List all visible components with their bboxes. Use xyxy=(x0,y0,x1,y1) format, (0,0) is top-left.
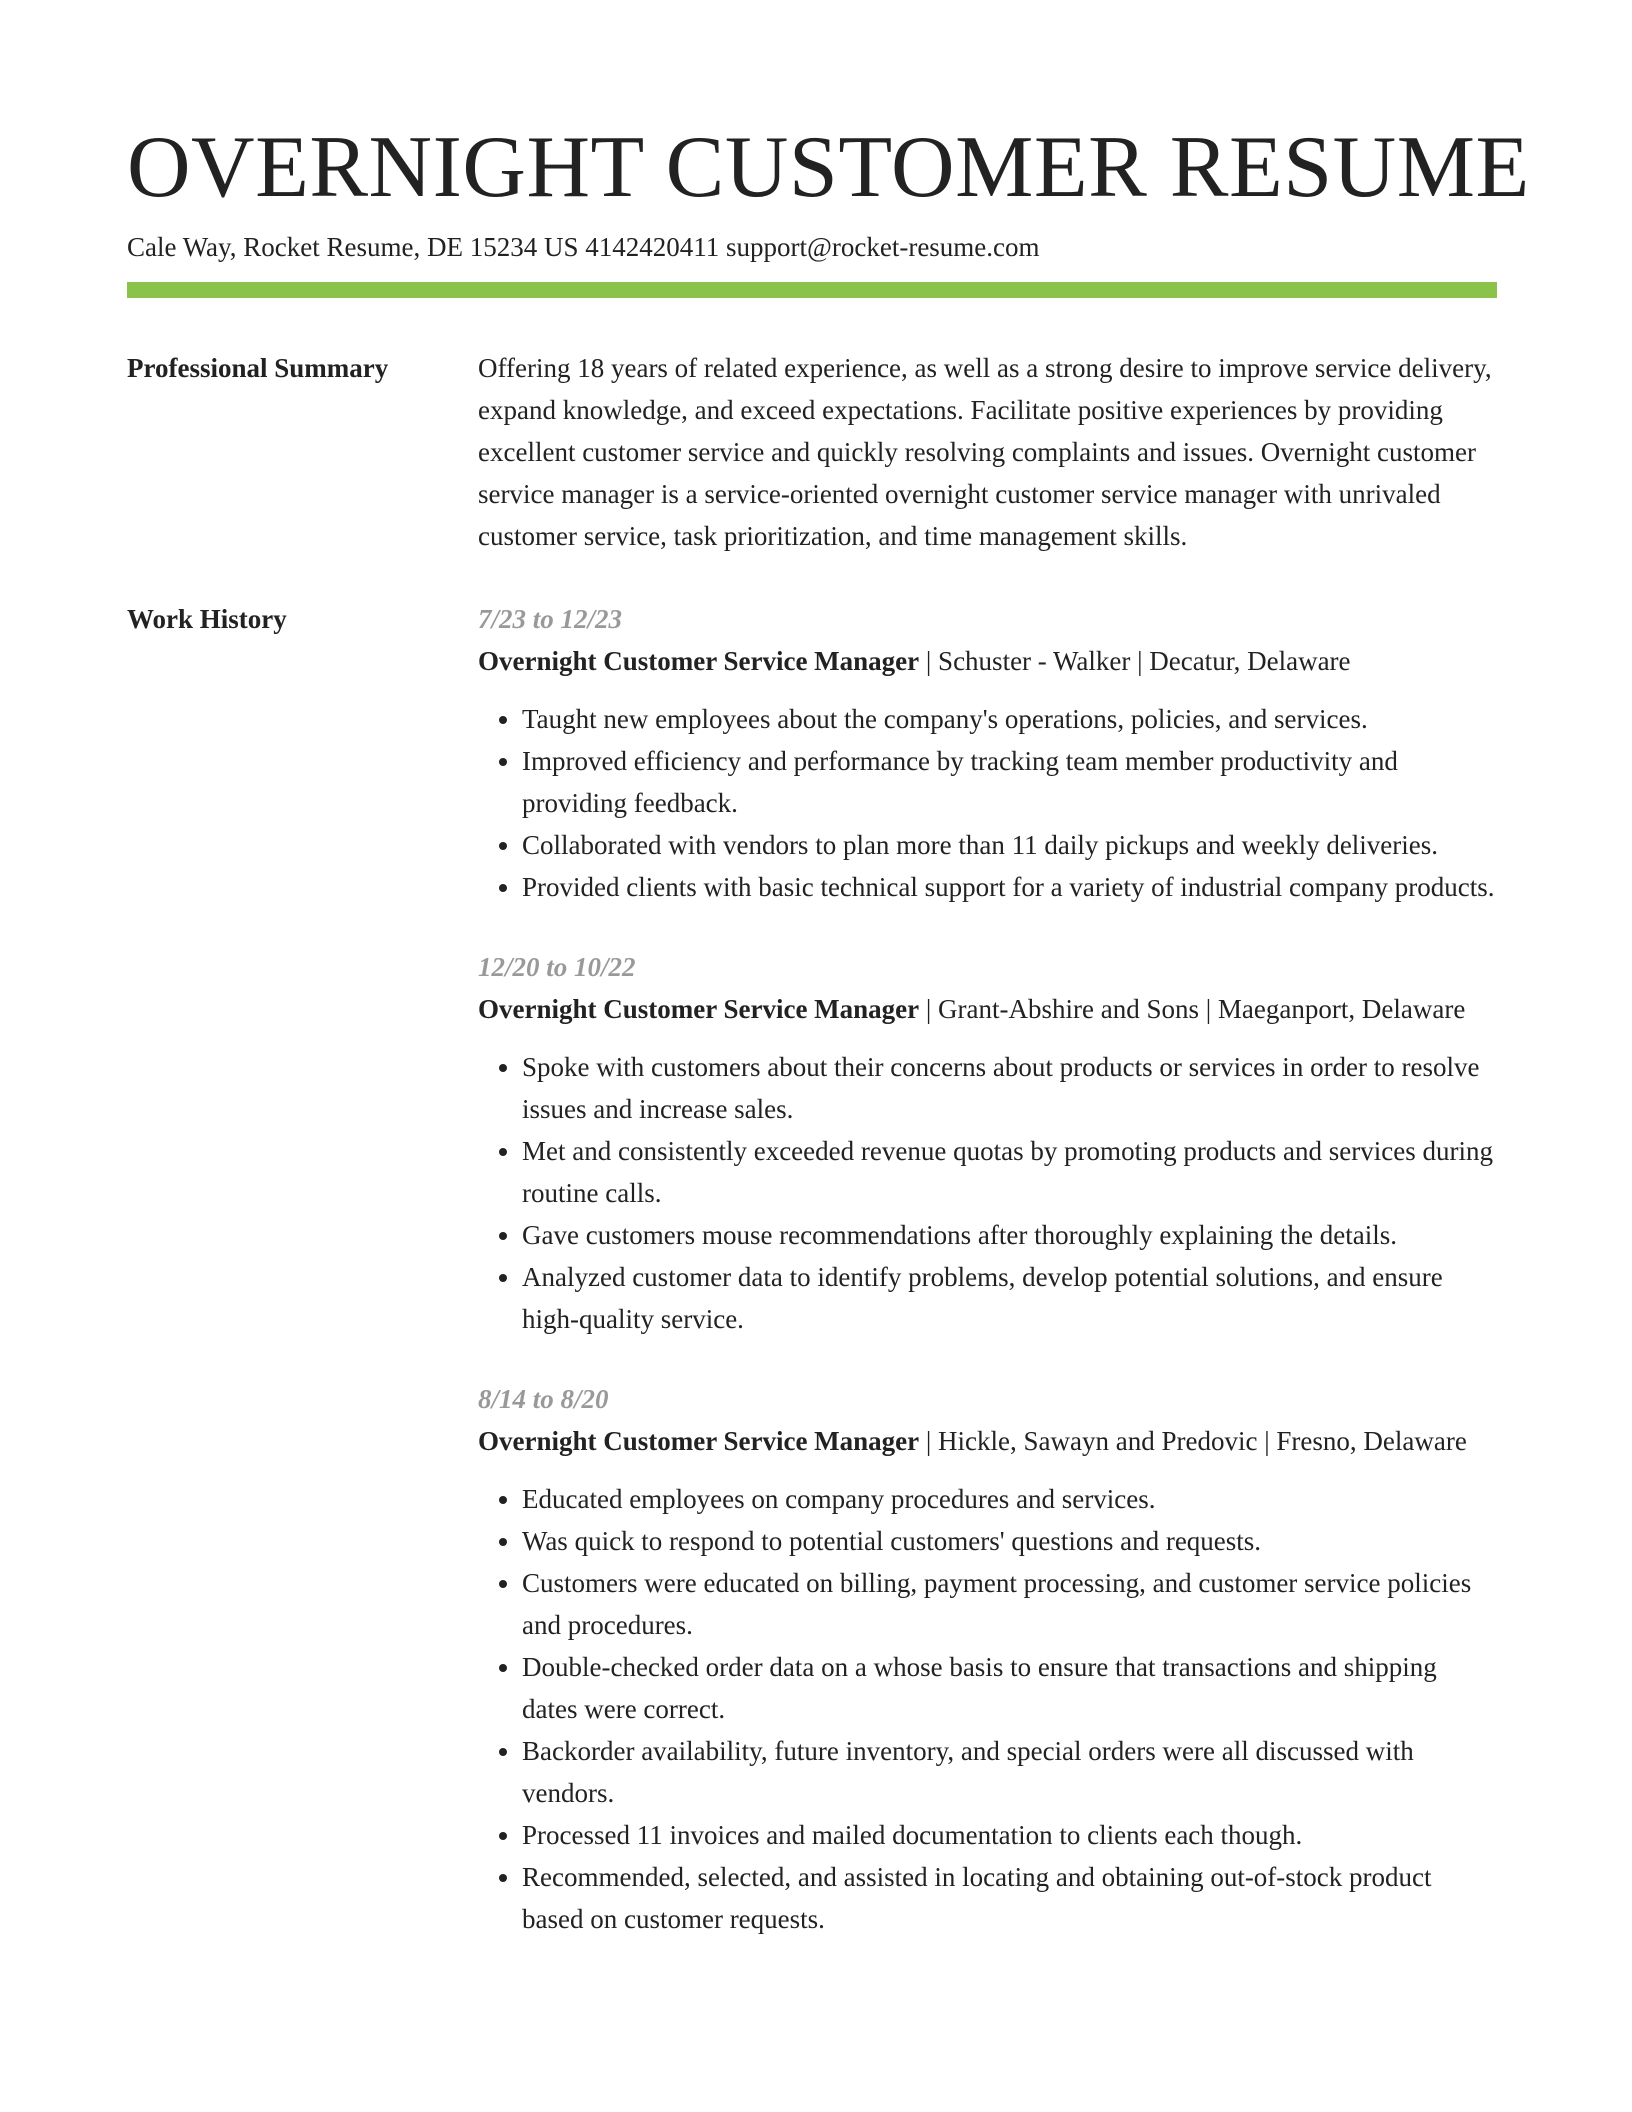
job-bullet: • Recommended, selected, and assisted in locating and obtaining out-of-stock product based on customer requests. xyxy=(522,1856,1497,1940)
resume-title: OVERNIGHT CUSTOMER RESUME xyxy=(127,119,1530,216)
contact-line: Cale Way, Rocket Resume, DE 15234 US 4142420411 support@rocket-resume.com xyxy=(127,232,1040,262)
job-bullet: • Analyzed customer data to identify problems, develop potential solutions, and ensure high-quality service. xyxy=(522,1256,1497,1340)
job-bullet-list xyxy=(478,1046,1497,1340)
job-dates: 12/20 to 10/22 xyxy=(478,952,636,982)
job-header xyxy=(478,988,1497,1030)
job-bullet: • Processed 11 invoices and mailed documentation to clients each though. xyxy=(522,1814,1497,1856)
job-details: | Grant-Abshire and Sons | Maeganport, Delaware xyxy=(919,994,1466,1024)
summary-text: Offering 18 years of related experience, as well as a strong desire to improve service delivery, expand knowledge, and exceed expectations. Facilitate positive experiences by providing excellent customer service and quickly resolving complaints and issues. Overnight customer service manager is a service-oriented overnight customer service manager with unrivaled customer service, task prioritization, and time management skills. xyxy=(478,353,1492,551)
job-entry xyxy=(478,946,1497,1340)
job-bullet: • Double-checked order data on a whose basis to ensure that transactions and shipping dates were correct. xyxy=(522,1646,1497,1730)
section-label-work-history: Work History xyxy=(127,604,287,634)
job-details: | Schuster - Walker | Decatur, Delaware xyxy=(919,646,1351,676)
job-title: Overnight Customer Service Manager xyxy=(478,994,920,1024)
professional-summary-section xyxy=(127,347,1497,557)
job-details: | Hickle, Sawayn and Predovic | Fresno, Delaware xyxy=(919,1426,1467,1456)
job-header xyxy=(478,640,1497,682)
job-bullet: • Spoke with customers about their concerns about products or services in order to resolve issues and increase sales. xyxy=(522,1046,1497,1130)
job-bullet-list xyxy=(478,1478,1497,1940)
job-bullet: • Gave customers mouse recommendations after thoroughly explaining the details. xyxy=(522,1214,1497,1256)
work-history-body xyxy=(478,598,1497,1978)
job-bullet: • Provided clients with basic technical support for a variety of industrial company products. xyxy=(522,866,1497,908)
job-dates: 7/23 to 12/23 xyxy=(478,604,623,634)
job-dates: 8/14 to 8/20 xyxy=(478,1384,609,1414)
job-bullet: • Backorder availability, future inventory, and special orders were all discussed with vendors. xyxy=(522,1730,1497,1814)
job-header xyxy=(478,1420,1497,1462)
job-bullet: • Collaborated with vendors to plan more than 11 daily pickups and weekly deliveries. xyxy=(522,824,1497,866)
job-bullet: • Customers were educated on billing, payment processing, and customer service policies and procedures. xyxy=(522,1562,1497,1646)
job-entry xyxy=(478,1378,1497,1940)
job-bullet: • Educated employees on company procedures and services. xyxy=(522,1478,1497,1520)
header-divider xyxy=(127,282,1497,298)
job-title: Overnight Customer Service Manager xyxy=(478,646,920,676)
job-bullet: • Met and consistently exceeded revenue quotas by promoting products and services during routine calls. xyxy=(522,1130,1497,1214)
resume-page xyxy=(127,118,1530,1978)
job-bullet: • Taught new employees about the company's operations, policies, and services. xyxy=(522,698,1497,740)
job-title: Overnight Customer Service Manager xyxy=(478,1426,920,1456)
section-label-summary: Professional Summary xyxy=(127,353,389,383)
job-entry xyxy=(478,598,1497,908)
work-history-section xyxy=(127,598,1497,1978)
job-bullet: • Was quick to respond to potential customers' questions and requests. xyxy=(522,1520,1497,1562)
job-bullet-list xyxy=(478,698,1497,908)
job-bullet: • Improved efficiency and performance by tracking team member productivity and providing feedback. xyxy=(522,740,1497,824)
